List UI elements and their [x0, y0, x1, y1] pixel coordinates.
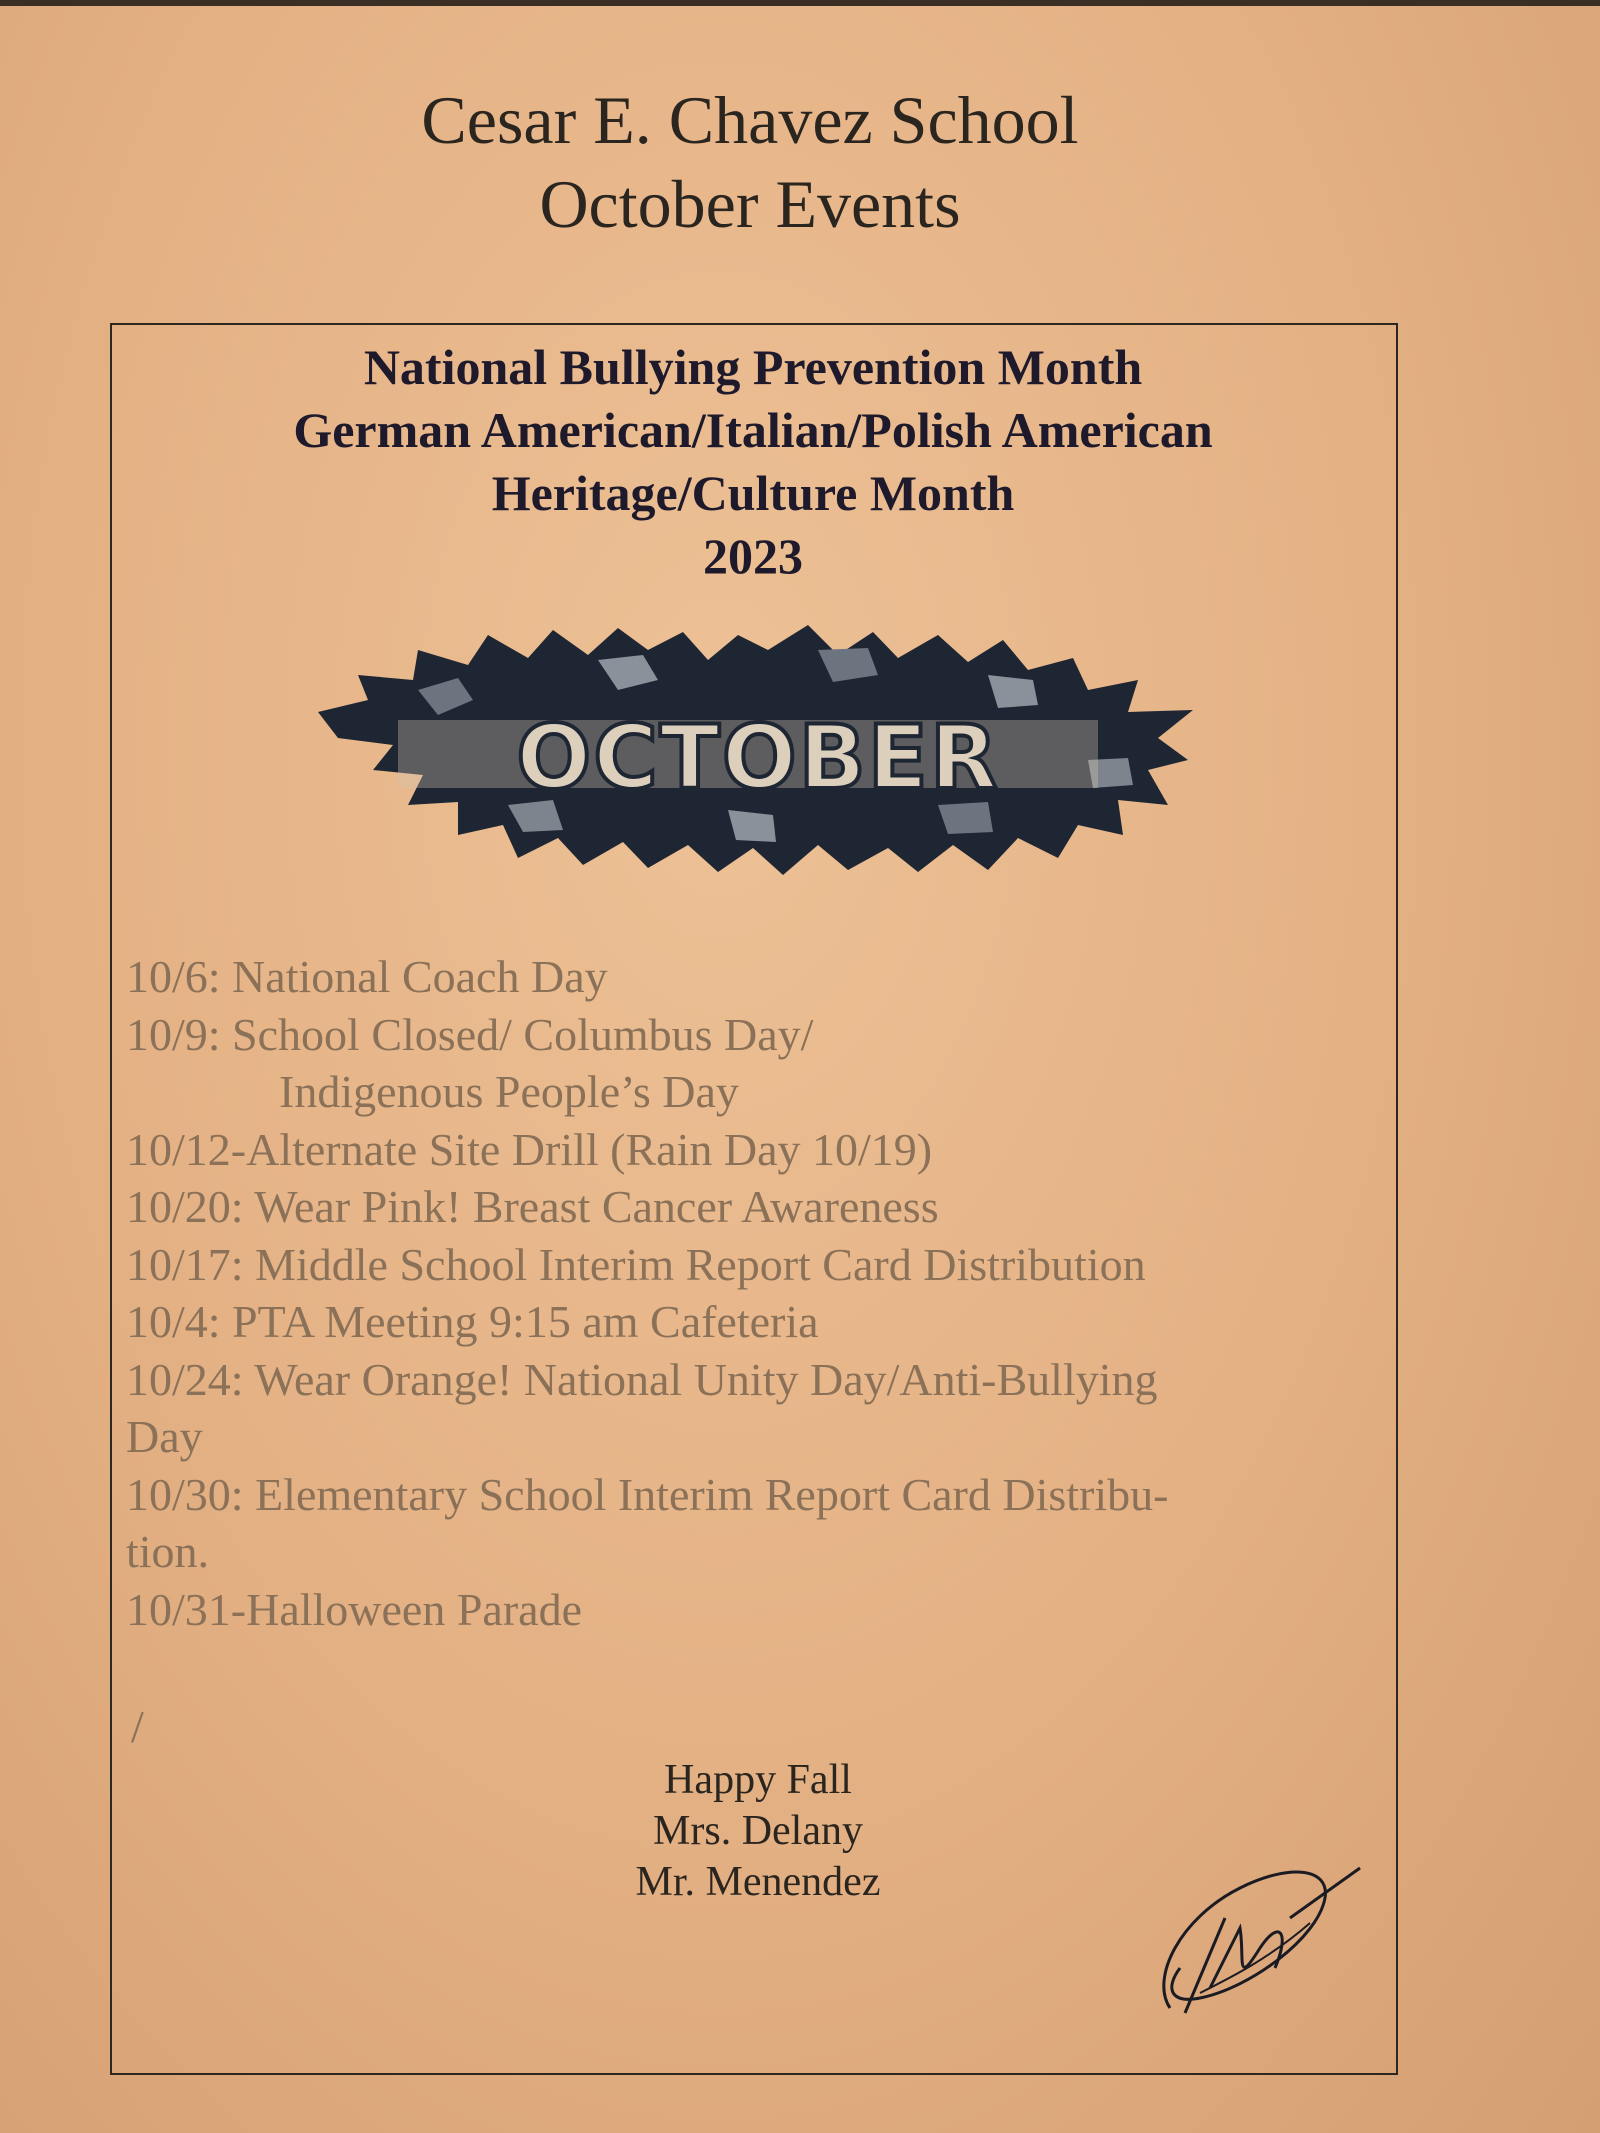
- events-list: [126, 948, 1386, 1638]
- event-line-continuation: tion.: [126, 1526, 210, 1577]
- event-line-continuation: Indigenous People’s Day: [279, 1066, 739, 1117]
- closing-name-1: Mrs. Delany: [653, 1808, 863, 1854]
- event-line: 10/20: Wear Pink! Breast Cancer Awareness: [126, 1181, 939, 1232]
- event-line-continuation: Day: [126, 1411, 203, 1462]
- event-line: 10/12-Alternate Site Drill (Rain Day 10/19): [126, 1123, 933, 1175]
- school-name: Cesar E. Chavez School: [421, 82, 1079, 158]
- event-line: 10/31-Halloween Parade: [126, 1583, 583, 1635]
- event-line: 10/6: National Coach Day: [126, 951, 608, 1002]
- banner-text: OCTOBER: [516, 706, 1000, 809]
- october-leaf-banner: [298, 620, 1218, 880]
- observance-line-1: National Bullying Prevention Month: [363, 339, 1143, 395]
- closing-greeting: Happy Fall: [664, 1757, 852, 1803]
- document-header: [0, 78, 1500, 246]
- document-subtitle: October Events: [539, 166, 961, 242]
- event-line: 10/17: Middle School Interim Report Card Distribution: [126, 1238, 1146, 1290]
- observance-line-2: German American/Italian/Polish American: [293, 402, 1213, 458]
- event-line: 10/9: School Closed/ Columbus Day/: [126, 1008, 814, 1060]
- event-line: 10/30: Elementary School Interim Report Card Distribu-: [126, 1468, 1169, 1520]
- event-line: 10/4: PTA Meeting 9:15 am Cafeteria: [126, 1296, 819, 1347]
- observances-block: [0, 336, 1506, 588]
- paper-top-edge: [0, 0, 1600, 6]
- handwritten-signature: [1140, 1838, 1370, 2038]
- closing-name-2: Mr. Menendez: [635, 1859, 881, 1905]
- event-line: 10/24: Wear Orange! National Unity Day/Anti-Bullying: [126, 1353, 1158, 1405]
- observance-year: 2023: [703, 528, 803, 584]
- observance-line-3: Heritage/Culture Month: [491, 465, 1015, 521]
- stray-slash-mark: /: [131, 1701, 144, 1752]
